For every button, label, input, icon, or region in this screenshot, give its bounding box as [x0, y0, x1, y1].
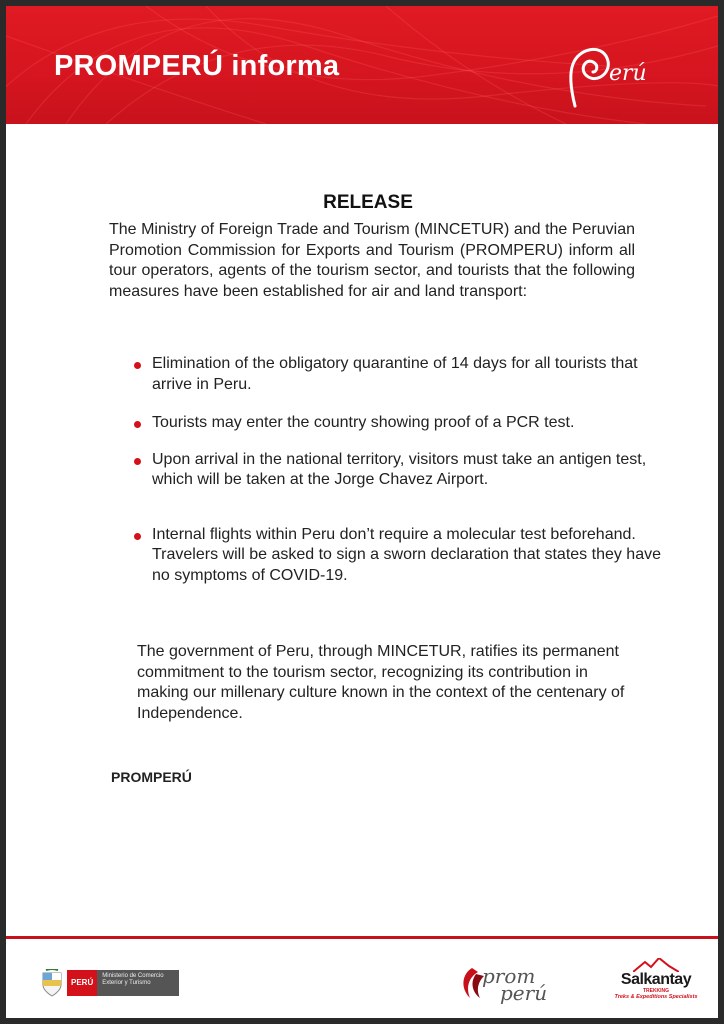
- mincetur-logo: [40, 968, 179, 998]
- promperu-logo-line2: perú: [500, 981, 548, 1005]
- list-item: [134, 525, 664, 587]
- bullet-dot-icon: [134, 458, 141, 465]
- peru-coat-of-arms-icon: [40, 969, 64, 997]
- bullet-dot-icon: [134, 362, 141, 369]
- measure-text: Elimination of the obligatory quarantine of 14 days for all tourists that arrive in Peru.: [152, 355, 638, 393]
- promperu-logo-line1: prom: [482, 964, 536, 988]
- bullet-dot-icon: [134, 421, 141, 428]
- measure-text: Internal flights within Peru don’t require a molecular test beforehand. Travelers will be asked to sign a sworn declaration that states they have no symptoms of COVID-19.: [152, 525, 661, 584]
- list-item: [134, 413, 664, 434]
- measure-text: Upon arrival in the national territory, visitors must take an antigen test, which will be taken at the Jorge Chavez Airport.: [152, 450, 647, 488]
- measure-text: Tourists may enter the country showing proof of a PCR test.: [152, 414, 575, 431]
- signature: PROMPERÚ: [111, 769, 192, 785]
- mountain-icon: [633, 958, 679, 972]
- closing-paragraph: The government of Peru, through MINCETUR, ratifies its permanent commitment to the tourism sector, recognizing its contribution in making our millenary culture known in the context of the centenary of Independence.: [137, 643, 625, 722]
- salkantay-name: Salkantay: [620, 971, 692, 988]
- measures-list: [134, 354, 664, 586]
- footer-divider: [6, 936, 718, 939]
- salkantay-subtitle: Treks & Expeditions Specialists: [614, 994, 698, 1000]
- header-banner: [6, 6, 718, 124]
- salkantay-tag: TREKKING: [642, 988, 670, 994]
- peru-logo-wordmark: erú: [609, 61, 647, 86]
- bullet-dot-icon: [134, 533, 141, 540]
- peru-brand-logo: [561, 40, 671, 110]
- peru-label: PERÚ: [67, 970, 97, 996]
- list-item: [134, 450, 664, 491]
- list-item: [134, 354, 664, 395]
- ministry-name: Ministerio de Comercio Exterior y Turismo: [97, 970, 179, 996]
- header-title: PROMPERÚ informa: [54, 50, 340, 82]
- release-intro-paragraph: The Ministry of Foreign Trade and Tourism (MINCETUR) and the Peruvian Promotion Commission for Exports and Tourism (PROMPERU) inform all tour operators, agents of the tourism sector, and tourists that the following measures have been established for air and land transport:: [109, 221, 635, 300]
- release-heading: RELEASE: [323, 192, 413, 213]
- salkantay-logo: [611, 958, 701, 1004]
